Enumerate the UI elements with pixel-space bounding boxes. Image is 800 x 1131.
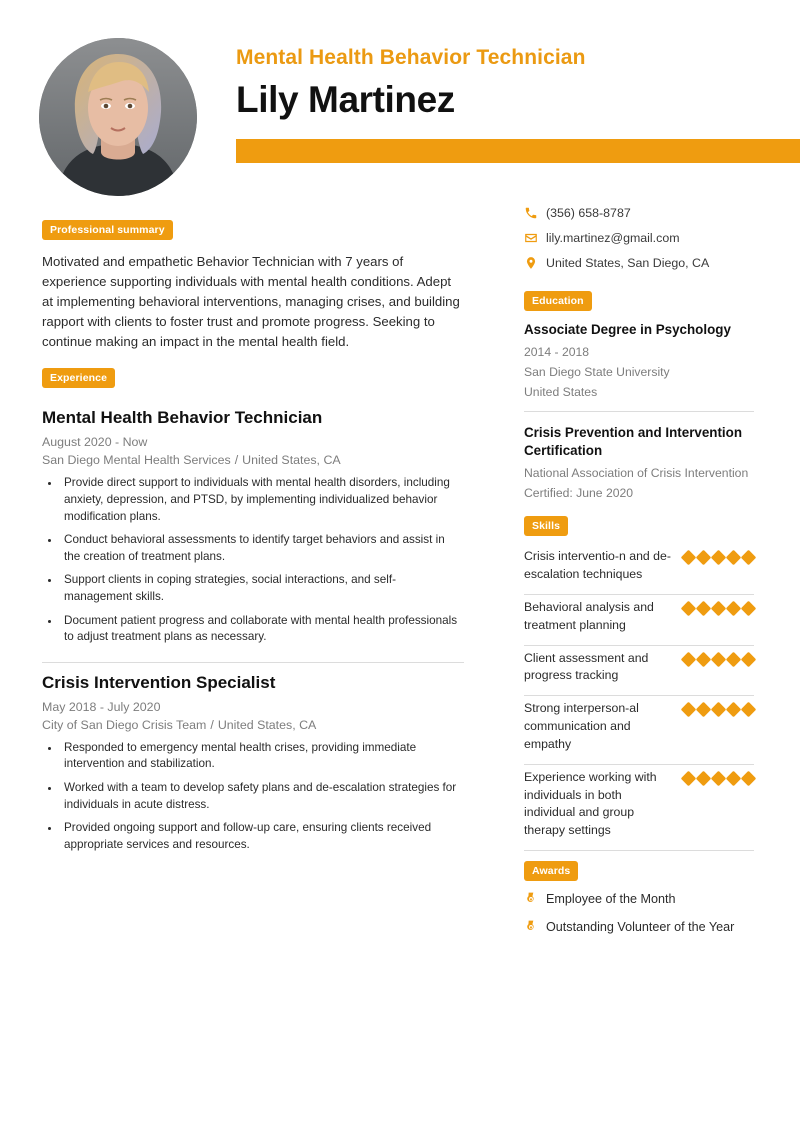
skill-rating [679,700,754,720]
education-school: San Diego State University [524,365,670,380]
award-label: Employee of the Month [546,892,676,907]
bullet-item: • Worked with a team to develop safety plans and de-escalation strategies for individuals in acute distress. [61,780,464,813]
divider [42,662,464,663]
skill-item [524,595,754,646]
summary-text: Motivated and empathetic Behavior Technician with 7 years of experience supporting individuals with mental health conditions. Adept at implementing behavioral interventions, managing crises, and building rapport with clients to foster trust and promote progress. Seeking to continue making an impact in the mental health field. [42,254,460,350]
right-column [500,196,800,947]
contact-email-text: lily.martinez@gmail.com [546,231,680,245]
skill-label: Crisis interventio-n and de-escalation techniques [524,549,671,582]
divider [524,411,754,412]
education-country: United States [524,385,598,400]
award-item [524,919,754,935]
experience-bullets [42,475,464,645]
bullet-item: • Provided ongoing support and follow-up care, ensuring clients received appropriate services and resources. [61,820,464,853]
left-column [0,196,500,947]
rating-diamond [741,702,757,718]
skill-rating [679,548,754,568]
rating-diamond [696,770,712,786]
award-label: Outstanding Volunteer of the Year [546,920,735,935]
rating-diamond [696,601,712,617]
section-heading-awards: Awards [524,861,578,881]
photo-column [0,28,236,196]
rating-diamond [696,550,712,566]
job-title: Mental Health Behavior Technician [236,46,586,69]
rating-diamond [681,702,697,718]
skill-item [524,646,754,697]
experience-title: Mental Health Behavior Technician [42,408,323,428]
rating-diamond [681,601,697,617]
skill-item [524,696,754,764]
skill-rating [679,650,754,670]
rating-diamond [726,651,742,667]
skill-item [524,765,754,851]
avatar [39,38,197,196]
profile-photo-illustration [39,38,197,196]
header-text [236,28,800,196]
rating-diamond [726,770,742,786]
skill-label: Strong interperson-al communication and empathy [524,701,639,751]
skill-rating [679,599,754,619]
experience-title: Crisis Intervention Specialist [42,672,276,692]
award-medal-icon [524,919,546,935]
rating-diamond [726,702,742,718]
education-dates: 2014 - 2018 [524,345,590,360]
contact-location-text: United States, San Diego, CA [546,256,710,270]
rating-diamond [681,770,697,786]
awards-list [524,891,754,935]
rating-diamond [741,651,757,667]
experience-item [42,408,464,645]
skill-item [524,546,754,595]
experience-company-name: City of San Diego Crisis Team [42,717,207,732]
rating-diamond [681,651,697,667]
award-medal-icon [524,891,546,907]
rating-diamond [696,702,712,718]
phone-icon [524,206,546,220]
bullet-item: • Conduct behavioral assessments to identify target behaviors and assist in the creation of treatment plans. [61,532,464,565]
contact-location [524,256,754,270]
experience-dates: May 2018 - July 2020 [42,699,161,714]
contact-phone[interactable] [524,206,754,220]
bullet-item: • Support clients in coping strategies, social interactions, and self-management skills. [61,572,464,605]
contact-phone-text: (356) 658-8787 [546,206,631,220]
education-school: Certified: June 2020 [524,486,634,501]
skill-label: Experience working with individuals in both individual and group therapy settings [524,769,657,838]
section-heading-experience: Experience [42,368,115,388]
rating-diamond [711,770,727,786]
experience-company-place: United States, CA [242,453,341,468]
full-name: Lily Martinez [236,79,455,120]
bullet-item: • Provide direct support to individuals with mental health disorders, including anxiety, depression, and PTSD, by implementing individualized behavior modification plans. [61,475,464,525]
education-dates: National Association of Crisis Intervention [524,466,749,481]
experience-dates: August 2020 - Now [42,435,148,450]
rating-diamond [711,550,727,566]
rating-diamond [726,601,742,617]
experience-company-name: San Diego Mental Health Services [42,453,231,468]
rating-diamond [696,651,712,667]
education-degree: Crisis Prevention and Intervention Certification [524,425,743,459]
map-pin-icon [524,256,546,270]
skill-label: Client assessment and progress tracking [524,650,649,683]
award-item [524,891,754,907]
rating-diamond [711,651,727,667]
experience-item [42,673,464,854]
rating-diamond [681,550,697,566]
skill-rating [679,769,754,789]
experience-company: San Diego Mental Health Services / United States, CA [42,453,341,468]
section-heading-education: Education [524,291,592,311]
education-degree: Associate Degree in Psychology [524,322,731,337]
experience-bullets [42,740,464,854]
envelope-icon [524,231,546,245]
skill-label: Behavioral analysis and treatment planning [524,599,654,632]
contact-email[interactable] [524,231,754,245]
rating-diamond [741,770,757,786]
resume-body [0,196,800,947]
rating-diamond [741,550,757,566]
rating-diamond [711,702,727,718]
contact-list [524,206,754,270]
section-heading-summary: Professional summary [42,220,173,240]
rating-diamond [741,601,757,617]
experience-company: City of San Diego Crisis Team / United States, CA [42,717,317,732]
experience-company-place: United States, CA [217,717,317,732]
bullet-item: • Document patient progress and collaborate with mental health professionals to adjust treatment plans as necessary. [61,613,464,646]
rating-diamond [711,601,727,617]
section-heading-skills: Skills [524,516,568,536]
education-item [524,321,754,399]
bullet-item: • Responded to emergency mental health crises, providing immediate intervention and stabilization. [61,740,464,773]
education-item [524,424,754,500]
skills-list [524,546,754,851]
resume-header [0,0,800,196]
rating-diamond [726,550,742,566]
accent-bar [236,139,800,163]
